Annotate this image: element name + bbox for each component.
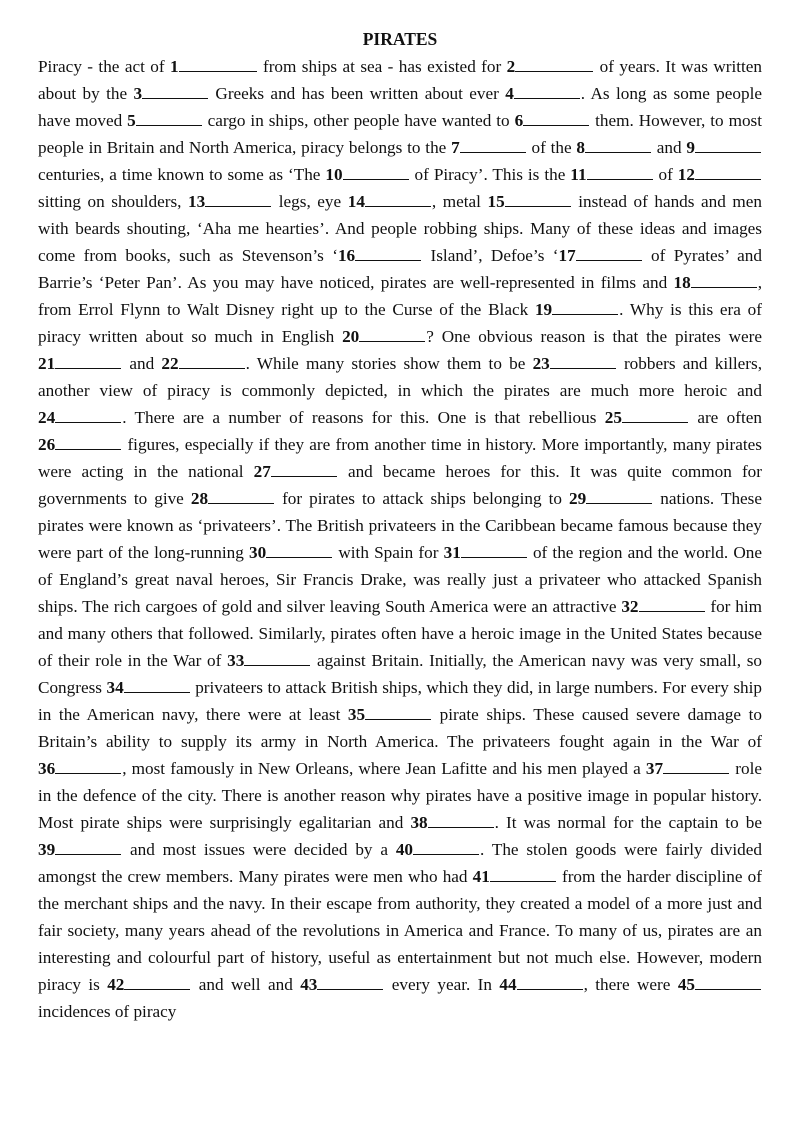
answer-line[interactable] — [244, 651, 310, 666]
answer-line[interactable] — [124, 975, 190, 990]
blank-18[interactable] — [674, 273, 758, 292]
blank-number: 1 — [169, 57, 179, 76]
passage-text: ? One obvious reason is that the pirates were — [426, 327, 763, 346]
blank-number: 44 — [499, 975, 517, 994]
blank-24[interactable] — [38, 408, 122, 427]
blank-number: 29 — [569, 489, 587, 508]
answer-line[interactable] — [208, 489, 274, 504]
answer-line[interactable] — [365, 705, 431, 720]
blank-27[interactable] — [254, 462, 338, 481]
blank-45[interactable] — [678, 975, 762, 994]
passage-text: incidences of piracy — [38, 1002, 177, 1021]
passage-text: , from Errol Flynn to Walt Disney right up to the Curse of the Black — [38, 273, 762, 319]
blank-40[interactable] — [396, 840, 480, 859]
blank-number: 43 — [300, 975, 318, 994]
passage-text: of Pyrates’ and Barrie’s ‘Peter Pan’. As you may have noticed, pirates are well-represented in films and — [38, 246, 762, 292]
answer-line[interactable] — [663, 759, 729, 774]
blank-29[interactable] — [569, 489, 653, 508]
blank-number: 3 — [133, 84, 143, 103]
passage-text: against Britain. Initially, the American navy was very small, so Congress — [38, 651, 763, 697]
answer-line[interactable] — [695, 165, 761, 180]
passage-text: instead of hands and men with beards shouting, ‘Aha me hearties’. And people robbing ships. Many of these ideas and images come from books, such as Stevenson’s ‘ — [38, 192, 762, 265]
blank-number: 28 — [190, 489, 209, 508]
blank-38[interactable] — [410, 813, 494, 832]
passage-text: . The stolen goods were fairly divided amongst the crew members. Many pirates were men who had — [38, 840, 762, 886]
passage-text: role in the defence of the city. There is another reason why pirates have a positive image in popular history. Most pirate ships were surprisingly egalitarian and — [38, 759, 762, 832]
answer-line[interactable] — [55, 759, 121, 774]
answer-line[interactable] — [55, 840, 121, 855]
answer-line[interactable] — [515, 57, 593, 72]
blank-42[interactable] — [107, 975, 191, 994]
blank-25[interactable] — [605, 408, 689, 427]
passage-text: cargo in ships, other people have wanted to — [202, 111, 515, 130]
blank-20[interactable] — [342, 327, 426, 346]
answer-line[interactable] — [343, 165, 409, 180]
passage-text: centuries, a time known to some as ‘The — [38, 165, 326, 184]
passage-text: Piracy - the act of — [38, 57, 170, 76]
answer-line[interactable] — [124, 678, 190, 693]
passage-text: of the region and the world. One of England’s great naval heroes, Sir Francis Drake, was really just a privateer who attacked Spanish ships. The rich cargoes of gold and silver leaving South America were an attractive — [38, 543, 762, 616]
answer-line[interactable] — [355, 246, 421, 261]
answer-line[interactable] — [365, 192, 431, 207]
passage-text: Greeks and has been written about ever — [209, 84, 506, 103]
blank-number: 14 — [347, 192, 365, 211]
blank-number: 32 — [621, 597, 639, 616]
passage-text: of — [653, 165, 678, 184]
answer-line[interactable] — [523, 111, 589, 126]
passage-text: and well and — [191, 975, 301, 994]
answer-line[interactable] — [205, 192, 271, 207]
blank-7[interactable] — [451, 138, 527, 157]
passage-text: are often — [688, 408, 762, 427]
blank-2[interactable] — [507, 57, 595, 76]
blank-41[interactable] — [473, 867, 557, 886]
blank-3[interactable] — [133, 84, 209, 103]
blank-39[interactable] — [38, 840, 122, 859]
passage-text: of Piracy’. This is the — [409, 165, 571, 184]
blank-number: 4 — [505, 84, 514, 103]
blank-17[interactable] — [558, 246, 642, 265]
passage-text: privateers to attack British ships, which they did, in large numbers. For every ship in the American navy, there were at least — [38, 678, 762, 724]
answer-line[interactable] — [55, 354, 121, 369]
blank-33[interactable] — [227, 651, 311, 670]
blank-23[interactable] — [533, 354, 617, 373]
answer-line[interactable] — [622, 408, 688, 423]
blank-number: 10 — [325, 165, 343, 184]
blank-10[interactable] — [325, 165, 409, 184]
blank-number: 38 — [410, 813, 428, 832]
answer-line[interactable] — [461, 543, 527, 558]
blank-43[interactable] — [300, 975, 384, 994]
cloze-passage — [38, 53, 762, 1025]
passage-text: and — [651, 138, 687, 157]
passage-text: from ships at sea - has existed for — [257, 57, 507, 76]
blank-number: 25 — [604, 408, 622, 427]
blank-number: 35 — [347, 705, 366, 724]
page-title: PIRATES — [362, 29, 438, 49]
passage-text: pirate ships. These caused severe damage to Britain’s ability to supply its army in North America. The privateers fought again in the War of — [38, 705, 762, 751]
blank-number: 34 — [106, 678, 124, 697]
blank-number: 6 — [514, 111, 524, 130]
passage-text: legs, eye — [272, 192, 348, 211]
passage-text: . Why is this era of piracy written about so much in English — [38, 300, 762, 346]
blank-5[interactable] — [127, 111, 203, 130]
answer-line[interactable] — [576, 246, 642, 261]
blank-19[interactable] — [535, 300, 619, 319]
answer-line[interactable] — [691, 273, 757, 288]
blank-number: 2 — [506, 57, 516, 76]
blank-14[interactable] — [348, 192, 432, 211]
blank-35[interactable] — [348, 705, 432, 724]
passage-text: . There are a number of reasons for this. One is that rebellious — [122, 408, 605, 427]
answer-line[interactable] — [55, 408, 121, 423]
blank-8[interactable] — [576, 138, 652, 157]
passage-text: sitting on shoulders, — [38, 192, 189, 211]
answer-line[interactable] — [266, 543, 332, 558]
answer-line[interactable] — [586, 489, 652, 504]
blank-21[interactable] — [38, 354, 122, 373]
passage-text: of years. It was written about by the — [38, 57, 762, 103]
blank-16[interactable] — [338, 246, 422, 265]
answer-line[interactable] — [550, 354, 616, 369]
answer-line[interactable] — [179, 57, 257, 72]
passage-text: figures, especially if they are from another time in history. More importantly, many pirates were acting in the national — [38, 435, 762, 481]
blank-22[interactable] — [161, 354, 245, 373]
blank-26[interactable] — [38, 435, 122, 454]
blank-31[interactable] — [444, 543, 528, 562]
passage-text: of the — [526, 138, 577, 157]
passage-text: every year. In — [384, 975, 500, 994]
blank-number: 19 — [534, 300, 553, 319]
passage-text: and — [122, 354, 162, 373]
passage-text: robbers and killers, another view of piracy is commonly depicted, in which the pirates are much more heroic and — [38, 354, 762, 400]
answer-line[interactable] — [695, 975, 761, 990]
answer-line[interactable] — [460, 138, 526, 153]
blank-number: 18 — [673, 273, 691, 292]
blank-4[interactable] — [505, 84, 581, 103]
answer-line[interactable] — [514, 84, 580, 99]
blank-28[interactable] — [191, 489, 275, 508]
blank-number: 13 — [188, 192, 206, 211]
blank-number: 12 — [677, 165, 695, 184]
answer-line[interactable] — [55, 435, 121, 450]
blank-9[interactable] — [686, 138, 762, 157]
blank-number: 8 — [576, 138, 585, 157]
blank-32[interactable] — [621, 597, 705, 616]
answer-line[interactable] — [428, 813, 494, 828]
answer-line[interactable] — [271, 462, 337, 477]
answer-line[interactable] — [505, 192, 571, 207]
passage-text: Island’, Defoe’s ‘ — [422, 246, 559, 265]
blank-number: 7 — [451, 138, 460, 157]
passage-text: them. However, to most people in Britain and North America, piracy belongs to the — [38, 111, 762, 157]
blank-number: 42 — [107, 975, 125, 994]
blank-6[interactable] — [515, 111, 591, 130]
blank-number: 31 — [443, 543, 461, 562]
answer-line[interactable] — [552, 300, 618, 315]
passage-text: and most issues were decided by a — [122, 840, 396, 859]
blank-number: 20 — [342, 327, 360, 346]
blank-number: 11 — [570, 165, 587, 184]
answer-line[interactable] — [585, 138, 651, 153]
blank-number: 23 — [532, 354, 550, 373]
blank-number: 33 — [227, 651, 245, 670]
blank-1[interactable] — [170, 57, 258, 76]
answer-line[interactable] — [136, 111, 202, 126]
blank-number: 16 — [337, 246, 356, 265]
blank-number: 36 — [38, 759, 56, 778]
blank-15[interactable] — [488, 192, 572, 211]
answer-line[interactable] — [317, 975, 383, 990]
passage-text: . It was normal for the captain to be — [494, 813, 762, 832]
worksheet-page — [38, 26, 762, 1025]
passage-text: , metal — [431, 192, 488, 211]
blank-number: 22 — [161, 354, 179, 373]
answer-line[interactable] — [639, 597, 705, 612]
blank-number: 5 — [127, 111, 136, 130]
answer-line[interactable] — [359, 327, 425, 342]
blank-number: 41 — [472, 867, 490, 886]
passage-text: with Spain for — [333, 543, 444, 562]
blank-37[interactable] — [646, 759, 730, 778]
blank-12[interactable] — [678, 165, 762, 184]
blank-number: 27 — [253, 462, 271, 481]
answer-line[interactable] — [142, 84, 208, 99]
blank-number: 39 — [38, 840, 56, 859]
blank-13[interactable] — [188, 192, 272, 211]
blank-number: 37 — [645, 759, 664, 778]
blank-44[interactable] — [499, 975, 583, 994]
passage-text: , there were — [583, 975, 678, 994]
passage-text: . While many stories show them to be — [245, 354, 533, 373]
blank-number: 26 — [38, 435, 56, 454]
blank-number: 17 — [558, 246, 576, 265]
blank-number: 40 — [395, 840, 413, 859]
passage-text: , most famously in New Orleans, where Jean Lafitte and his men played a — [122, 759, 646, 778]
blank-34[interactable] — [107, 678, 191, 697]
blank-30[interactable] — [249, 543, 333, 562]
answer-line[interactable] — [587, 165, 653, 180]
blank-number: 9 — [686, 138, 695, 157]
answer-line[interactable] — [413, 840, 479, 855]
blank-number: 21 — [38, 354, 56, 373]
blank-number: 30 — [249, 543, 267, 562]
answer-line[interactable] — [517, 975, 583, 990]
passage-text: nations. These pirates were known as ‘privateers’. The British privateers in the Caribbean became famous because they were part of the long-running — [38, 489, 762, 562]
passage-text: for pirates to attack ships belonging to — [275, 489, 570, 508]
blank-11[interactable] — [570, 165, 653, 184]
answer-line[interactable] — [179, 354, 245, 369]
blank-number: 15 — [487, 192, 505, 211]
answer-line[interactable] — [490, 867, 556, 882]
answer-line[interactable] — [695, 138, 761, 153]
blank-number: 45 — [677, 975, 695, 994]
passage-text: from the harder discipline of the merchant ships and the navy. In their escape from authority, they created a model of a more just and fair society, many years ahead of the revolutions in America and France. To many of us, pirates are an interesting and colourful part of history, useful as entertainment but not much else. However, modern piracy is — [38, 867, 762, 994]
blank-number: 24 — [38, 408, 56, 427]
blank-36[interactable] — [38, 759, 122, 778]
passage-text: and became heroes for this. It was quite common for governments to give — [38, 462, 763, 508]
passage-text: for him and many others that followed. Similarly, pirates often have a heroic image in the United States because of their role in the War of — [38, 597, 762, 670]
passage-text: . As long as some people have moved — [38, 84, 763, 130]
